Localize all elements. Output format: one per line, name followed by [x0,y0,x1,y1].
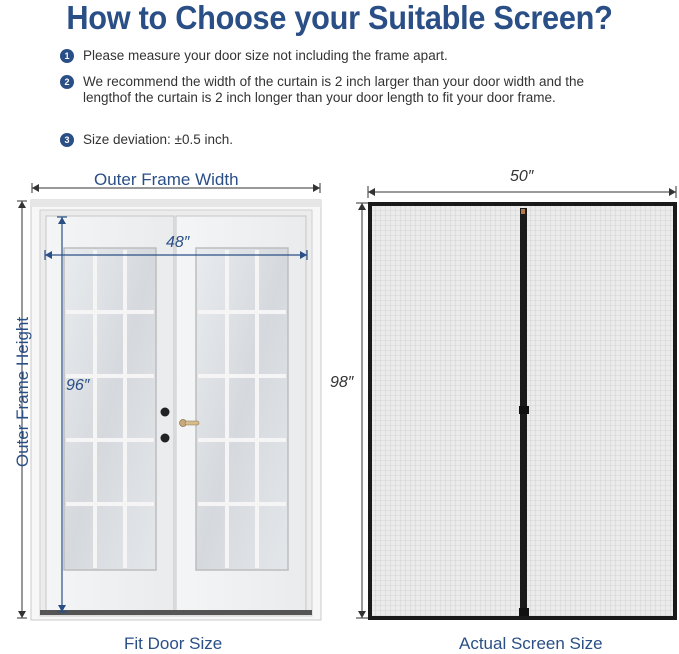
door-knob-lock-icon [161,434,170,443]
screen-height-arrow [356,203,368,618]
screen-caption: Actual Screen Size [459,634,603,653]
screen-height-value: 98″ [330,374,354,391]
screen-width-value: 50″ [510,168,534,185]
deadbolt-lock-icon [161,408,170,417]
step-number-badge: 2 [60,75,74,89]
screen-width-arrow [368,186,676,198]
door-width-value: 48″ [166,234,190,251]
step-number-badge: 1 [60,49,74,63]
step-text: Please measure your door size not including the frame apart. [83,48,448,63]
mesh-screen-illustration [370,204,675,618]
step-number-badge: 3 [60,133,74,147]
step-text: We recommend the width of the curtain is 2 inch larger than your door width and the lengthof the curtain is 2 inch longer than your door length to fit your door frame. [83,74,585,105]
door-caption: Fit Door Size [124,634,223,653]
page-title: How to Choose your Suitable Screen? [66,0,613,36]
step-text: Size deviation: ±0.5 inch. [83,132,233,147]
french-door-illustration [31,200,321,620]
outer-frame-height-label: Outer Frame Height [13,316,33,468]
door-height-value: 96″ [66,377,90,394]
outer-frame-width-label: Outer Frame Width [94,170,239,189]
